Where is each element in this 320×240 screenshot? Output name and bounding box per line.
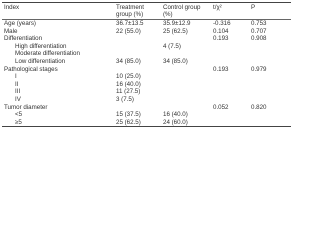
treatment-value: [114, 50, 161, 58]
table-body: [2, 20, 291, 127]
p-value: [249, 81, 291, 89]
stat-value: [211, 50, 249, 58]
treatment-value: [114, 43, 161, 51]
header-treatment: [114, 3, 161, 20]
control-value: 4 (7.5): [163, 42, 181, 50]
row-label: Differentiation: [4, 35, 43, 43]
row-label: III: [15, 88, 21, 96]
table-header: [2, 3, 291, 20]
stat-value: [211, 43, 249, 51]
treatment-value: 11 (27.5): [116, 88, 141, 96]
control-value: 24 (60.0): [163, 118, 188, 126]
row-label: Moderate differentiation: [15, 50, 80, 58]
treatment-value: 16 (40.0): [116, 80, 141, 88]
table-row: [2, 43, 291, 51]
header-control-line1: Control group: [163, 4, 201, 11]
table-row: [2, 66, 291, 74]
p-value: [249, 50, 291, 58]
p-value: 0.820: [251, 103, 267, 111]
table-row: [2, 96, 291, 104]
p-value: [249, 43, 291, 51]
row-label: II: [15, 80, 19, 88]
stat-value: [211, 88, 249, 96]
table-row: [2, 73, 291, 81]
stat-value: -0.316: [213, 20, 231, 27]
stat-value: 0.193: [213, 35, 229, 43]
p-value: [249, 88, 291, 96]
treatment-value: [114, 66, 161, 74]
treatment-value: 36.7±13.5: [116, 20, 144, 27]
table-row: [2, 50, 291, 58]
table-row: [2, 111, 291, 119]
control-value: [161, 81, 211, 89]
table-row: [2, 119, 291, 127]
control-value: 25 (62.5): [163, 27, 188, 35]
treatment-value: [114, 35, 161, 43]
control-value: 35.9±12.9: [163, 20, 191, 27]
control-value: [161, 50, 211, 58]
row-label: High differentiation: [15, 42, 67, 50]
header-control-line2: (%): [163, 11, 173, 18]
row-label: ≥5: [15, 118, 22, 126]
treatment-value: 10 (25.0): [116, 73, 141, 81]
row-label: Pathological stages: [4, 65, 58, 73]
row-label: Male: [4, 27, 18, 35]
row-label: IV: [15, 95, 21, 103]
stat-value: [211, 96, 249, 104]
control-value: [161, 104, 211, 112]
p-value: 0.979: [251, 65, 267, 73]
table-row: [2, 88, 291, 96]
treatment-value: 34 (85.0): [116, 57, 141, 65]
table-row: [2, 20, 291, 28]
table-row: [2, 58, 291, 66]
header-index: Index: [4, 4, 20, 11]
control-value: [161, 35, 211, 43]
p-value: 0.707: [251, 27, 267, 35]
p-value: [249, 111, 291, 119]
treatment-value: [114, 104, 161, 112]
header-control: [161, 3, 211, 20]
stat-value: [211, 81, 249, 89]
row-label: Age (years): [4, 20, 36, 27]
treatment-value: 22 (55.0): [116, 27, 141, 35]
table-row: [2, 28, 291, 36]
table-row: [2, 81, 291, 89]
p-value: [249, 119, 291, 127]
table-row: [2, 104, 291, 112]
header-row: [2, 3, 291, 20]
control-value: [161, 66, 211, 74]
row-label: Low differentiation: [15, 57, 66, 65]
header-p: P: [251, 4, 256, 11]
control-value: [161, 88, 211, 96]
stat-value: [211, 73, 249, 81]
row-label: Tumor diameter: [4, 103, 48, 111]
p-value: 0.908: [251, 35, 267, 43]
p-value: 0.753: [251, 20, 267, 27]
stat-value: [211, 119, 249, 127]
p-value: [249, 73, 291, 81]
treatment-value: 15 (37.5): [116, 111, 141, 119]
treatment-value: 25 (62.5): [116, 118, 141, 126]
treatment-value: 3 (7.5): [116, 95, 134, 103]
stat-value: 0.052: [213, 103, 229, 111]
control-value: 34 (85.0): [163, 57, 188, 65]
control-value: [161, 96, 211, 104]
row-label: I: [15, 73, 17, 81]
stat-value: [211, 111, 249, 119]
stat-value: [211, 58, 249, 66]
header-treatment-line2: group (%): [116, 11, 144, 18]
stat-value: 0.193: [213, 65, 229, 73]
row-label: <5: [15, 111, 23, 119]
p-value: [249, 96, 291, 104]
header-stat: t/χ²: [213, 4, 222, 11]
table-row: [2, 35, 291, 43]
comparison-table: [2, 2, 291, 127]
control-value: [161, 73, 211, 81]
p-value: [249, 58, 291, 66]
control-value: 16 (40.0): [163, 111, 188, 119]
header-treatment-line1: Treatment: [116, 4, 144, 11]
stat-value: 0.104: [213, 27, 229, 35]
